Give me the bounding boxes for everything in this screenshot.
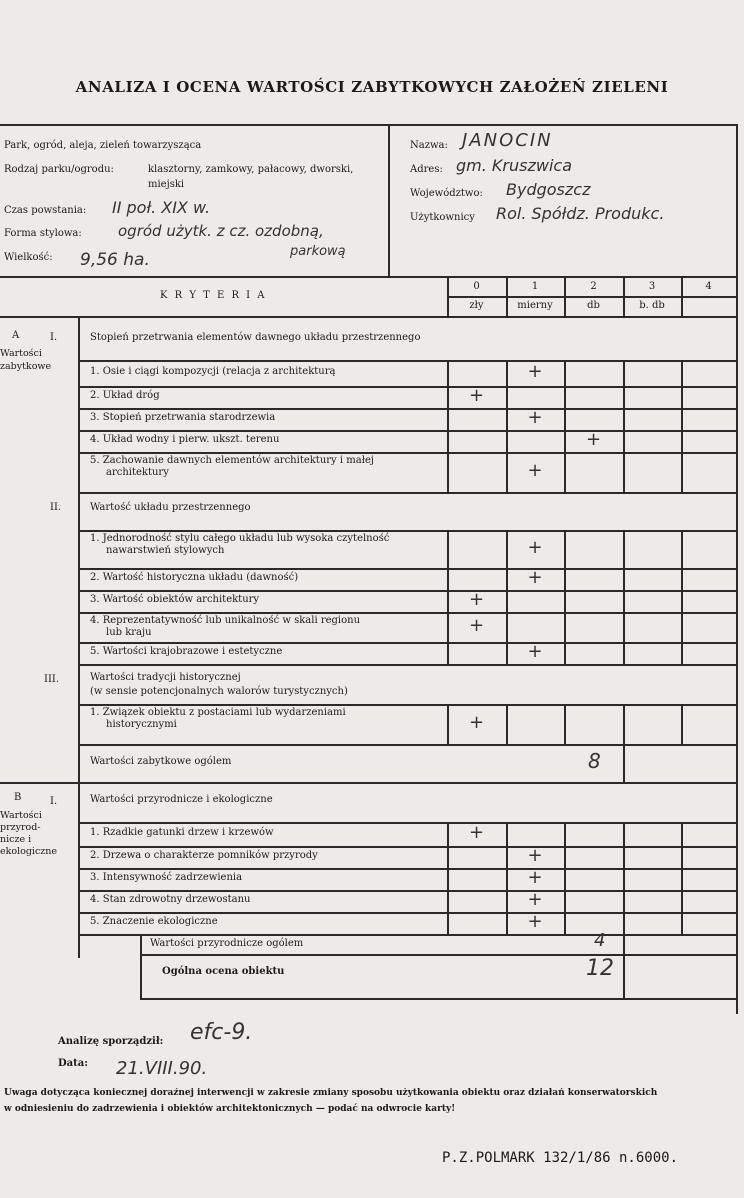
b-row-col-line [623,890,625,912]
frame-top [0,124,738,126]
a2-row-col-line [736,590,738,612]
b-row-col-line [447,912,449,934]
a2-row-col-line [564,568,566,590]
a3-row-label: 1. Związek obiektu z postaciami lub wydarzeniami [90,707,346,718]
data-label: Data: [58,1058,88,1069]
note-line-2: w odniesieniu do zadrzewienia i obiektów architektonicznych — podać na odwrocie karty! [4,1104,456,1114]
a2-row-col-line [623,642,625,664]
section-b-name: Wartości [0,810,42,821]
a2-row-line [78,612,736,614]
b-row-label: 5. Znaczenie ekologiczne [90,916,218,927]
b-row-mark: + [527,889,543,910]
b-row-col-line [736,822,738,846]
b-row-col-line [736,890,738,912]
criteria-col-name: db [587,300,600,311]
criteria-label: K R Y T E R I A [160,290,267,301]
zabytkowe-total-value: 8 [588,749,601,773]
b-row-line [78,890,736,892]
b-row-mark: + [527,911,543,932]
b-row-col-line [564,846,566,868]
section-a3-heading: Wartości tradycji historycznej [90,672,241,683]
a1-row-label: 5. Zachowanie dawnych elementów architektury i małej [90,455,374,466]
criteria-col-number: 2 [590,281,597,292]
b-row-col-line [447,822,449,846]
b-row-col-line [447,846,449,868]
a1-row-label: 4. Układ wodny i pierw. ukszt. terenu [90,434,280,445]
total-col-line [623,744,625,782]
b-row-line [78,868,736,870]
b-row-col-line [564,912,566,934]
section-a2-roman: II. [50,502,62,513]
a3-row-col-line [564,704,566,744]
section-b-letter: B [14,792,22,803]
b-row-mark: + [527,845,543,866]
park-label: Park, ogród, aleja, zieleń towarzysząca [4,140,202,151]
a2-row-top [78,530,736,532]
a1-row-col-line [681,430,683,452]
signature: efc-9. [190,1020,253,1045]
a3-row-col-line [506,704,508,744]
overall-value: 12 [586,956,614,981]
a1-row-mark: + [527,407,543,428]
a1-row-col-line [506,360,508,386]
a1-row-col-line [623,386,625,408]
b-row-col-line [564,822,566,846]
section-b-name-4: ekologiczne [0,846,58,857]
a2-row-mark: + [527,567,543,588]
a2-row-col-line [681,642,683,664]
a1-row-col-line [623,408,625,430]
przyrodnicze-total-value: 4 [594,930,606,951]
a2-row-label: 3. Wartość obiektów architektury [90,594,260,605]
b-row-col-line [681,868,683,890]
a1-row-col-line [564,408,566,430]
section-b-name-3: nicze i [0,834,32,845]
a1-row-col-line [623,452,625,492]
a2-row-col-line [736,568,738,590]
a2-row-col-line [506,612,508,642]
b-row-col-line [736,868,738,890]
a2-row-col-line [506,590,508,612]
a1-row-col-line [681,452,683,492]
a3-row-col-line [681,704,683,744]
note-line-1: Uwaga dotycząca koniecznej doraźnej interwencji w zakresie zmiany sposobu użytkowania obiektu oraz działań konserwatorskich [4,1088,658,1098]
a2-row-col-line [623,530,625,568]
a2-row-mark: + [527,537,543,558]
adres-value: gm. Kruszwica [456,156,572,175]
b-row-mark: + [527,867,543,888]
a1-row-mark: + [468,385,485,406]
criteria-col-number: 4 [705,281,712,292]
a1-row-col-line [564,386,566,408]
forma-value-2: parkową [290,244,346,259]
a1-row-line [78,492,736,494]
a1-row-col-line [447,452,449,492]
a2-row-label-2: lub kraju [106,627,152,638]
criteria-col-number: 3 [648,281,656,292]
b-row-top [78,822,736,824]
a2-row-col-line [681,612,683,642]
nazwa-value: JANOCIN [462,130,553,151]
a2-row-label: 1. Jednorodność stylu całego układu lub wysoka czytelność [90,533,390,544]
wielkosc-value: 9,56 ha. [80,250,150,270]
criteria-col-name: b. db [639,300,665,311]
a2-row-col-line [447,590,449,612]
wojewodztwo-value: Bydgoszcz [506,180,591,199]
a1-row-col-line [736,360,738,386]
section-b-name-2: przyrod- [0,822,41,833]
criteria-mid-line [447,296,736,298]
section-b-heading: Wartości przyrodnicze i ekologiczne [90,794,273,805]
uzytkownicy-value: Rol. Spółdz. Produkc. [496,204,665,223]
a2-row-col-line [623,612,625,642]
a2-row-col-line [736,612,738,642]
a3-row-col-line [623,704,625,744]
header-divider [388,124,390,276]
a1-row-col-line [447,408,449,430]
a1-row-col-line [564,360,566,386]
a2-row-col-line [447,530,449,568]
criteria-col-name: mierny [517,300,553,311]
a1-row-col-line [681,408,683,430]
a1-row-label: 2. Układ dróg [90,390,160,401]
a2-row-col-line [736,642,738,664]
a2-row-col-line [564,530,566,568]
b-row-col-line [681,890,683,912]
a3-row-top [78,704,736,706]
b-row-col-line [623,868,625,890]
overall-col-line [623,954,625,998]
przyrodnicze-total-line [140,954,736,956]
overall-bottom-line [140,998,736,1000]
a2-row-mark: + [527,641,543,662]
a1-row-col-line [623,360,625,386]
wielkosc-label: Wielkość: [4,252,53,263]
a1-row-col-line [623,430,625,452]
section-a-letter: A [12,330,20,341]
a1-row-label-2: architektury [106,467,169,478]
a3-row-col-line [736,704,738,744]
a1-row-label: 3. Stopień przetrwania starodrzewia [90,412,276,423]
b-row-col-line [736,846,738,868]
a1-row-col-line [506,430,508,452]
czas-label: Czas powstania: [4,205,87,216]
a2-row-label-2: nawarstwień stylowych [106,545,225,556]
a1-row-col-line [736,430,738,452]
rodzaj-options-2: miejski [148,179,185,190]
analiza-label: Analizę sporządził: [58,1036,164,1047]
b-row-line [78,846,736,848]
a2-row-line [78,590,736,592]
total-col-line-b [623,934,625,954]
a3-row-line [78,744,736,746]
b-row-mark: + [468,822,485,843]
b-row-line [78,912,736,914]
rodzaj-label: Rodzaj parku/ogrodu: [4,164,114,175]
section-a1-roman: I. [50,332,58,343]
header-bottom [0,276,738,278]
a2-row-mark: + [468,589,485,610]
section-a3-subheading: (w sensie potencjonalnych walorów turystycznych) [90,686,348,697]
a2-row-line [78,568,736,570]
a2-row-col-line [506,530,508,568]
a1-row-line [78,386,736,388]
b-row-line [78,934,736,936]
uzytkownicy-label: Użytkownicy [410,212,475,223]
a1-row-line [78,408,736,410]
a2-row-col-line [681,530,683,568]
a1-row-col-line [506,386,508,408]
a1-row-mark: + [527,460,543,481]
a1-row-col-line [506,452,508,492]
b-row-col-line [506,868,508,890]
a2-row-line [78,664,736,666]
a1-row-col-line [506,408,508,430]
a2-row-col-line [681,568,683,590]
a1-row-top [78,360,736,362]
a2-row-col-line [736,530,738,568]
a2-row-label: 5. Wartości krajobrazowe i estetyczne [90,646,283,657]
footer-code: P.Z.POLMARK 132/1/86 n.6000. [442,1150,679,1166]
a1-row-col-line [447,360,449,386]
a2-row-label: 2. Wartość historyczna układu (dawność) [90,572,299,583]
b-row-label: 1. Rzadkie gatunki drzew i krzewów [90,827,274,838]
b-row-col-line [506,890,508,912]
a2-row-col-line [681,590,683,612]
b-row-col-line [736,912,738,934]
a1-row-col-line [447,430,449,452]
section-b-roman: I. [50,796,58,807]
a1-row-line [78,452,736,454]
b-row-col-line [564,890,566,912]
a2-row-col-line [506,642,508,664]
a1-row-col-line [736,452,738,492]
a2-row-col-line [564,612,566,642]
section-a2-heading: Wartość układu przestrzennego [90,502,251,513]
criteria-col-line [736,277,738,317]
b-row-col-line [564,868,566,890]
section-a-bottom [0,782,738,784]
forma-value: ogród użytk. z cz. ozdobną, [118,222,324,240]
a1-row-col-line [681,386,683,408]
a1-row-col-line [681,360,683,386]
b-row-label: 3. Intensywność zadrzewienia [90,872,243,883]
a2-row-col-line [564,642,566,664]
czas-value: II poł. XIX w. [112,198,211,217]
a3-row-label-2: historycznymi [106,719,177,730]
data-value: 21.VIII.90. [116,1058,208,1079]
wojewodztwo-label: Województwo: [410,188,483,199]
nazwa-label: Nazwa: [410,140,448,151]
b-row-col-line [506,912,508,934]
b-row-col-line [623,846,625,868]
a2-row-col-line [447,612,449,642]
b-row-col-line [623,912,625,934]
a2-row-col-line [623,590,625,612]
a1-row-mark: + [527,361,543,382]
b-row-col-line [623,822,625,846]
section-a1-heading: Stopień przetrwania elementów dawnego układu przestrzennego [90,332,421,343]
b-row-label: 4. Stan zdrowotny drzewostanu [90,894,251,905]
b-row-col-line [447,868,449,890]
b-row-col-line [506,822,508,846]
overall-left-line [140,934,142,998]
criteria-col-number: 0 [473,281,480,292]
b-row-col-line [506,846,508,868]
b-row-label: 2. Drzewa o charakterze pomników przyrody [90,850,318,861]
a1-row-line [78,430,736,432]
a2-row-col-line [506,568,508,590]
przyrodnicze-total-label: Wartości przyrodnicze ogólem [150,938,304,949]
a1-row-col-line [736,386,738,408]
section-a-name: Wartości [0,348,42,359]
page-title: ANALIZA I OCENA WARTOŚCI ZABYTKOWYCH ZAŁOŻEŃ ZIELENI [75,78,669,96]
overall-label: Ogólna ocena obiektu [162,966,285,977]
forma-label: Forma stylowa: [4,228,82,239]
a1-row-col-line [736,408,738,430]
a2-row-label: 4. Reprezentatywność lub unikalność w skali regionu [90,615,361,626]
a1-row-col-line [564,452,566,492]
a3-row-mark: + [468,712,485,733]
rodzaj-options: klasztorny, zamkowy, pałacowy, dworski, [148,164,354,175]
adres-label: Adres: [410,164,443,175]
section-a-name-2: zabytkowe [0,361,52,372]
a1-row-label: 1. Osie i ciągi kompozycji (relacja z architekturą [90,366,336,377]
a2-row-col-line [447,642,449,664]
b-row-col-line [681,846,683,868]
a1-row-mark: + [585,429,602,450]
zabytkowe-total-label: Wartości zabytkowe ogólem [90,756,232,767]
b-row-col-line [681,912,683,934]
a2-row-line [78,642,736,644]
left-col-line [78,316,80,798]
a2-row-mark: + [468,615,485,636]
b-row-col-line [447,890,449,912]
criteria-bottom-line [0,316,738,318]
a1-row-col-line [564,430,566,452]
a3-row-col-line [447,704,449,744]
criteria-col-number: 1 [531,281,539,292]
b-row-col-line [681,822,683,846]
criteria-col-name: zły [469,300,484,311]
a2-row-col-line [447,568,449,590]
a2-row-col-line [623,568,625,590]
a1-row-col-line [447,386,449,408]
a2-row-col-line [564,590,566,612]
left-col-line-b [78,782,80,958]
section-a3-roman: III. [44,674,60,685]
